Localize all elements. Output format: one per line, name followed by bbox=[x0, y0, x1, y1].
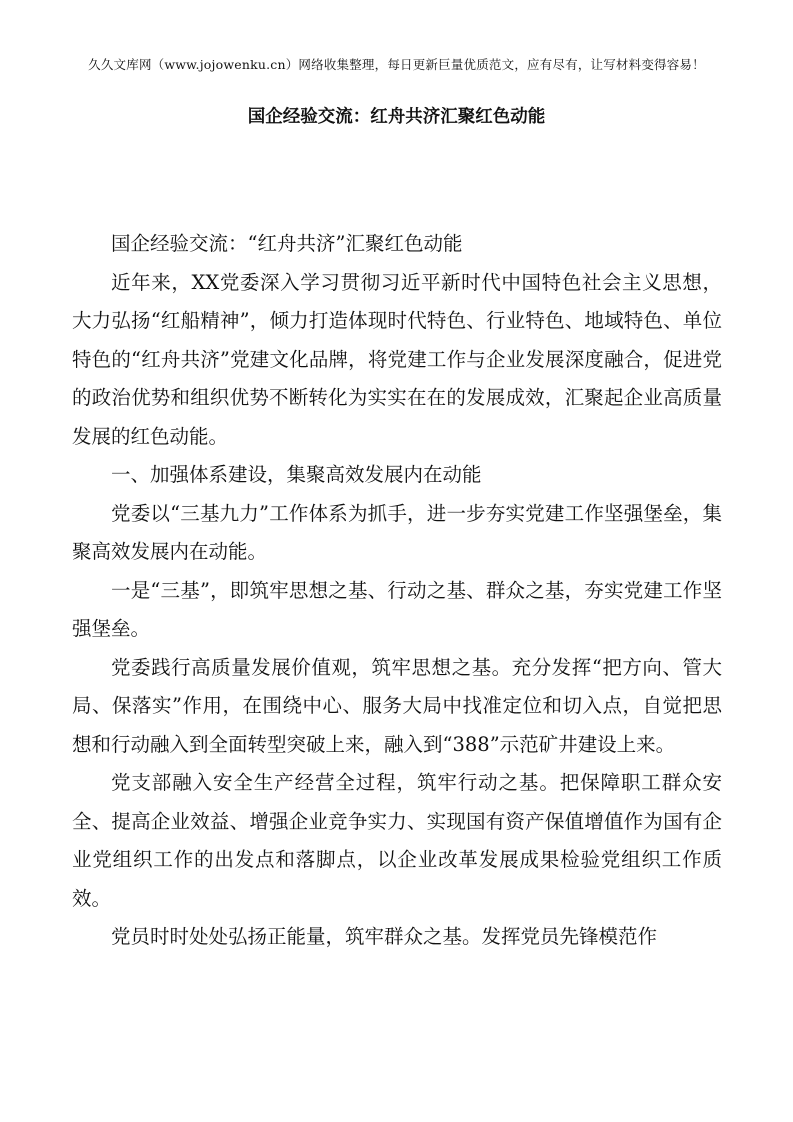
website-notice-header: 久久文库网（www.jojowenku.cn）网络收集整理，每日更新巨量优质范文，应有尽有，让写材料变得容易！ bbox=[88, 57, 705, 72]
document-title: 国企经验交流：红舟共济汇聚红色动能 bbox=[247, 107, 546, 127]
document-body bbox=[72, 225, 722, 957]
paragraph-subtitle: 国企经验交流：“红舟共济”汇聚红色动能 bbox=[111, 232, 463, 255]
paragraph-thought-foundation: 党委践行高质量发展价值观，筑牢思想之基。充分发挥“把方向、管大局、保落实”作用，在围绕中心、服务大局中找准定位和切入点，自觉把思想和行动融入到全面转型突破上来，融入到“388”示范矿井建设上来。 bbox=[72, 655, 722, 756]
paragraph-mass-foundation: 党员时时处处弘扬正能量，筑牢群众之基。发挥党员先锋模范作 bbox=[111, 925, 658, 948]
paragraph-intro: 近年来，XX党委深入学习贯彻习近平新时代中国特色社会主义思想，大力弘扬“红船精神”，倾力打造体现时代特色、行业特色、地域特色、单位特色的“红舟共济”党建文化品牌，将党建工作与企业发展深度融合，促进党的政治优势和组织优势不断转化为实实在在的发展成效，汇聚起企业高质量发展的红色动能。 bbox=[72, 270, 722, 448]
paragraph-three-foundations: 一是“三基”，即筑牢思想之基、行动之基、群众之基，夯实党建工作坚强堡垒。 bbox=[72, 578, 722, 640]
section-heading-1: 一、加强体系建设，集聚高效发展内在动能 bbox=[111, 463, 482, 486]
paragraph-action-foundation: 党支部融入安全生产经营全过程，筑牢行动之基。把保障职工群众安全、提高企业效益、增强企业竞争实力、实现国有资产保值增值作为国有企业党组织工作的出发点和落脚点，以企业改革发展成果检验党组织工作质效。 bbox=[72, 771, 722, 910]
paragraph-system: 党委以“三基九力”工作体系为抓手，进一步夯实党建工作坚强堡垒，集聚高效发展内在动能。 bbox=[72, 501, 722, 563]
